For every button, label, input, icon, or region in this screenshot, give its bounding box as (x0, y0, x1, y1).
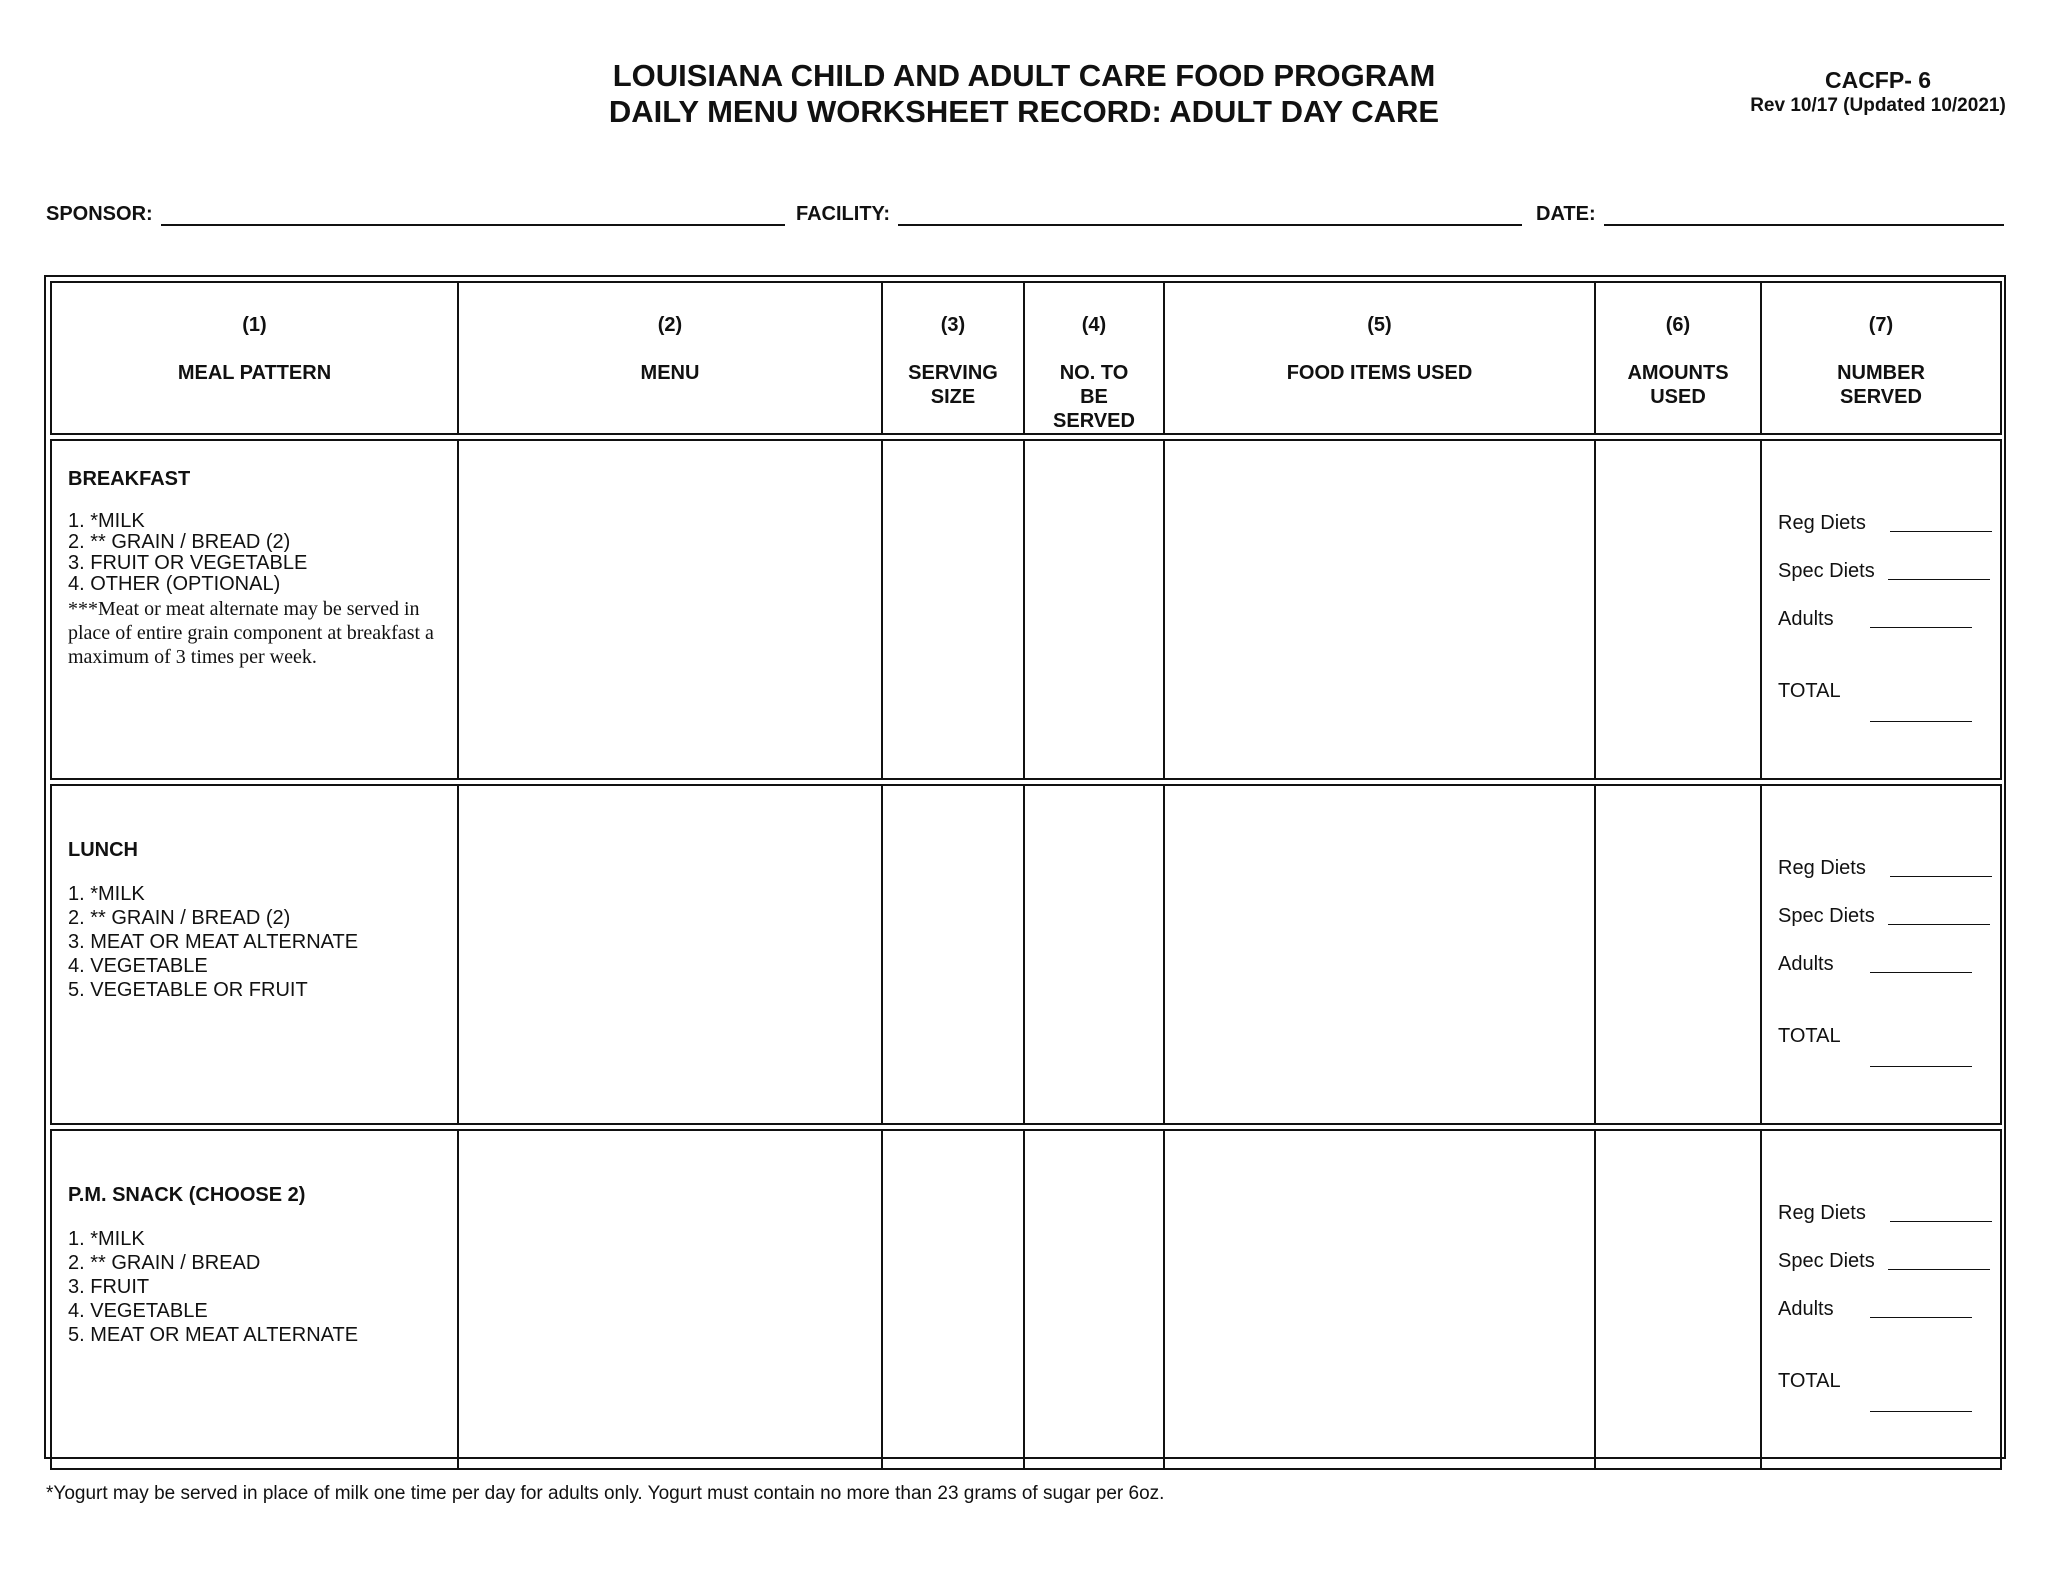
spec-diets-blank[interactable] (1888, 579, 1990, 580)
col-number: (5) (1367, 314, 1392, 336)
meal-item: 2. ** GRAIN / BREAD (68, 1252, 261, 1274)
adults-blank[interactable] (1870, 627, 1972, 628)
worksheet-grid (44, 275, 2006, 1459)
yogurt-footnote: *Yogurt may be served in place of milk one time per day for adults only. Yogurt must contain no more than 23 grams of sugar per 6oz. (46, 1483, 1165, 1504)
reg-diets-blank[interactable] (1890, 1221, 1992, 1222)
meal-title: P.M. SNACK (CHOOSE 2) (68, 1184, 306, 1206)
amounts-used-cell[interactable] (1595, 785, 1761, 1124)
col-header-menu (458, 282, 882, 434)
total-label: TOTAL (1778, 1025, 1841, 1047)
number-served-cell (1761, 1130, 2001, 1469)
serving-size-cell[interactable] (882, 440, 1024, 779)
amounts-used-cell[interactable] (1595, 440, 1761, 779)
total-label: TOTAL (1778, 680, 1841, 702)
meal-item: 5. MEAT OR MEAT ALTERNATE (68, 1324, 359, 1346)
col-number: (1) (242, 314, 267, 336)
menu-cell[interactable] (458, 785, 882, 1124)
meal-row-breakfast (51, 440, 2001, 779)
total-blank[interactable] (1870, 1066, 1972, 1067)
form-identifier (1718, 66, 2038, 118)
col-number: (6) (1665, 314, 1691, 336)
meal-items (68, 511, 457, 595)
col-number: (7) (1868, 314, 1894, 336)
reg-diets-blank[interactable] (1890, 531, 1992, 532)
sponsor-blank[interactable] (161, 202, 785, 226)
col-label: MENU (640, 362, 700, 384)
food-items-used-cell[interactable] (1164, 785, 1595, 1124)
col-header-serving-size (882, 282, 1024, 434)
meal-item: 2. ** GRAIN / BREAD (2) (68, 907, 291, 929)
meal-item: 1. *MILK (68, 1228, 145, 1250)
adults-blank[interactable] (1870, 1317, 1972, 1318)
sponsor-field[interactable] (46, 198, 785, 226)
spec-diets-blank[interactable] (1888, 1269, 1990, 1270)
form-code: CACFP- 6 (1824, 67, 1932, 93)
meal-item: 5. VEGETABLE OR FRUIT (68, 979, 308, 1001)
no-to-be-served-cell[interactable] (1024, 785, 1164, 1124)
col-label: NUMBER SERVED (1837, 362, 1925, 408)
col-header-meal-pattern (51, 282, 458, 434)
meal-item: 3. FRUIT (68, 1276, 150, 1298)
adults-label: Adults (1778, 1298, 1834, 1320)
meal-item: 2. ** GRAIN / BREAD (2) (68, 531, 291, 553)
no-to-be-served-cell[interactable] (1024, 1130, 1164, 1469)
title-line-2: DAILY MENU WORKSHEET RECORD: ADULT DAY CARE (608, 94, 1440, 129)
number-served-cell (1761, 440, 2001, 779)
meal-pattern-cell (51, 440, 458, 779)
meal-item: 1. *MILK (68, 510, 145, 532)
spec-diets-label: Spec Diets (1778, 1250, 1875, 1272)
meal-row-lunch (51, 785, 2001, 1124)
meal-pattern-cell (51, 785, 458, 1124)
food-items-used-cell[interactable] (1164, 1130, 1595, 1469)
meal-row-pm-snack (51, 1130, 2001, 1469)
facility-field[interactable] (796, 198, 1522, 226)
number-served-cell (1761, 785, 2001, 1124)
meal-item: 3. FRUIT OR VEGETABLE (68, 552, 308, 574)
col-number: (3) (940, 314, 966, 336)
reg-diets-label: Reg Diets (1778, 857, 1866, 879)
amounts-used-cell[interactable] (1595, 1130, 1761, 1469)
worksheet-table (50, 281, 2002, 1470)
meal-item: 4. VEGETABLE (68, 1300, 208, 1322)
header-row (51, 282, 2001, 434)
adults-blank[interactable] (1870, 972, 1972, 973)
meal-item: 4. OTHER (OPTIONAL) (68, 573, 281, 595)
date-blank[interactable] (1604, 202, 2004, 226)
adults-label: Adults (1778, 608, 1834, 630)
serving-size-cell[interactable] (882, 785, 1024, 1124)
title-line-1: LOUISIANA CHILD AND ADULT CARE FOOD PROGRAM (612, 58, 1436, 93)
date-label: DATE: (1536, 203, 1596, 225)
food-items-used-cell[interactable] (1164, 440, 1595, 779)
meal-title: BREAKFAST (68, 468, 191, 490)
menu-cell[interactable] (458, 1130, 882, 1469)
meal-item: 3. MEAT OR MEAT ALTERNATE (68, 931, 359, 953)
no-to-be-served-cell[interactable] (1024, 440, 1164, 779)
reg-diets-label: Reg Diets (1778, 1202, 1866, 1224)
meal-items (68, 1227, 457, 1347)
meal-item: 4. VEGETABLE (68, 955, 208, 977)
adults-label: Adults (1778, 953, 1834, 975)
total-blank[interactable] (1870, 1411, 1972, 1412)
col-label: AMOUNTS USED (1627, 362, 1729, 408)
meal-title: LUNCH (68, 839, 138, 861)
form-revision: Rev 10/17 (Updated 10/2021) (1750, 95, 2006, 116)
col-number: (4) (1081, 314, 1107, 336)
date-field[interactable] (1536, 198, 2004, 226)
total-blank[interactable] (1870, 721, 1972, 722)
col-label: FOOD ITEMS USED (1286, 362, 1473, 384)
sponsor-label: SPONSOR: (46, 203, 153, 225)
meal-item: 1. *MILK (68, 883, 145, 905)
meal-items (68, 882, 457, 1002)
col-label: NO. TO BE SERVED (1053, 362, 1135, 432)
facility-label: FACILITY: (796, 203, 891, 225)
col-label: MEAL PATTERN (177, 362, 332, 384)
col-header-amounts-used (1595, 282, 1761, 434)
col-header-food-items-used (1164, 282, 1595, 434)
total-label: TOTAL (1778, 1370, 1841, 1392)
spec-diets-label: Spec Diets (1778, 560, 1875, 582)
spec-diets-blank[interactable] (1888, 924, 1990, 925)
breakfast-note: ***Meat or meat alternate may be served in place of entire grain component at breakfast a maximum of 3 times per week. (68, 598, 434, 668)
meal-pattern-cell (51, 1130, 458, 1469)
spec-diets-label: Spec Diets (1778, 905, 1875, 927)
reg-diets-label: Reg Diets (1778, 512, 1866, 534)
facility-blank[interactable] (898, 202, 1522, 226)
col-header-no-to-be-served (1024, 282, 1164, 434)
col-number: (2) (657, 314, 683, 336)
reg-diets-blank[interactable] (1890, 876, 1992, 877)
col-label: SERVING SIZE (908, 362, 998, 408)
col-header-number-served (1761, 282, 2001, 434)
menu-cell[interactable] (458, 440, 882, 779)
serving-size-cell[interactable] (882, 1130, 1024, 1469)
